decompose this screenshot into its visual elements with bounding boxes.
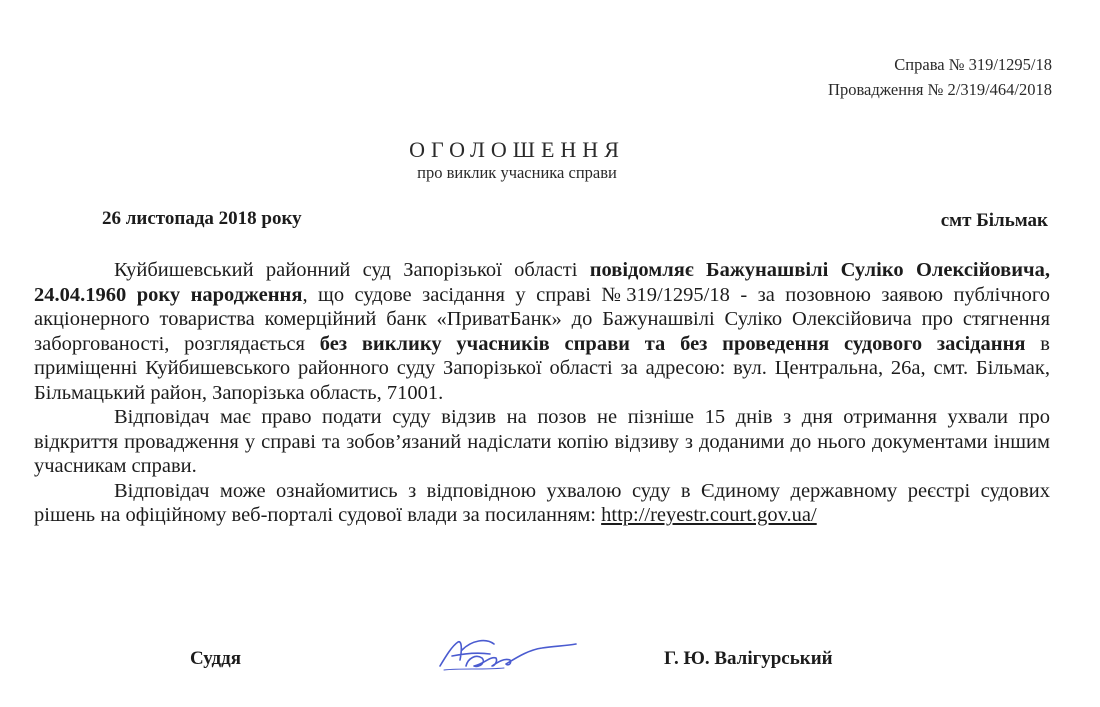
paragraph-registry <box>34 479 1050 528</box>
paragraph-summons-bold2: без виклику учасників справи та без проведення судового засідання <box>319 332 1026 355</box>
case-number: Справа № 319/1295/18 <box>894 55 1052 74</box>
notice-title: ОГОЛОШЕННЯ <box>409 137 625 162</box>
notice-subtitle: про виклик учасника справи <box>417 163 617 182</box>
judge-name: Г. Ю. Валігурський <box>664 648 833 669</box>
paragraph-registry-text: Відповідач може ознайомитись з відповідною ухвалою суду в Єдиному державному реєстрі судових рішень на офіційному веб-порталі судової влади за посиланням: <box>34 479 1050 526</box>
signature-image <box>432 628 582 678</box>
paragraph-rights: Відповідач має право подати суду відзив на позов не пізніше 15 днів з дня отримання ухвали про відкриття провадження у справі та зобов’язаний надіслати копію відзиву з доданими до нього документами іншим учасникам справи. <box>34 406 1050 477</box>
document-place: смт Більмак <box>940 210 1048 231</box>
paragraph-summons-part2: , що судове засідання у справі №319/1295/18 - за позовною заявою публічного акціонерного товариства комерційний банк «ПриватБанк» до Бажунашвілі Суліко Олексійовича про стягнення заборгованості, розглядається <box>34 283 1050 355</box>
notice-body <box>34 258 1050 528</box>
document-date: 26 листопада 2018 року <box>102 208 302 229</box>
proceeding-number: Провадження № 2/319/464/2018 <box>828 80 1052 99</box>
registry-link[interactable]: http://reyestr.court.gov.ua/ <box>601 504 817 526</box>
judge-title: Суддя <box>190 648 242 669</box>
paragraph-summons-part1: Куйбишевський районний суд Запорізької області <box>114 259 590 281</box>
case-info <box>828 52 1052 102</box>
paragraph-summons <box>34 258 1050 405</box>
paragraph-summons-bold1: повідомляє Бажунашвілі Суліко Олексійовича, 24.04.1960 року народження <box>34 259 1050 306</box>
paragraph-summons-part3: в приміщенні Куйбишевського районного суду Запорізької області за адресою: вул. Центральна, 26а, смт. Більмак, Більмацький район, Запорізька область, 71001. <box>34 332 1050 404</box>
